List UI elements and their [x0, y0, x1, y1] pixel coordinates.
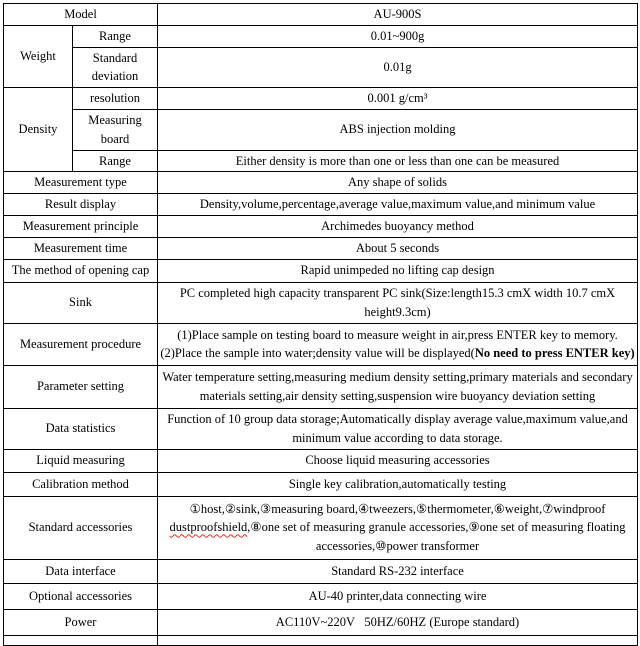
measurement-principle-label: Measurement principle	[4, 216, 158, 238]
density-range-value: Either density is more than one or less than one can be measured	[158, 150, 638, 172]
power-value: AC110V~220V 50HZ/60HZ (Europe standard)	[158, 609, 638, 635]
sink-value: PC completed high capacity transparent PC sink(Size:length15.3 cmX width 10.7 cmX height9.3cm)	[158, 282, 638, 323]
specification-table	[3, 3, 638, 646]
liquid-measuring-row	[4, 449, 638, 472]
weight-range-row	[4, 26, 638, 48]
measurement-type-value: Any shape of solids	[158, 172, 638, 194]
measurement-principle-value: Archimedes buoyancy method	[158, 216, 638, 238]
calibration-method-value: Single key calibration,automatically testing	[158, 472, 638, 496]
procedure-step-2	[160, 344, 635, 363]
data-statistics-label: Data statistics	[4, 408, 158, 449]
measurement-procedure-label: Measurement procedure	[4, 323, 158, 365]
weight-range-label: Range	[73, 26, 158, 48]
procedure-step-2-text: (2)Place the sample into water;density value will be displayed(	[160, 346, 475, 361]
optional-accessories-row	[4, 583, 638, 609]
standard-accessories-row	[4, 496, 638, 559]
density-range-row	[4, 150, 638, 172]
clipped-next-row-value	[158, 635, 638, 645]
measurement-type-row	[4, 172, 638, 194]
optional-accessories-label: Optional accessories	[4, 583, 158, 609]
sink-label: Sink	[4, 282, 158, 323]
data-statistics-value: Function of 10 group data storage;Automatically display average value,maximum value,and minimum value according to data storage.	[158, 408, 638, 449]
optional-accessories-value: AU-40 printer,data connecting wire	[158, 583, 638, 609]
measurement-time-label: Measurement time	[4, 238, 158, 260]
measurement-time-value: About 5 seconds	[158, 238, 638, 260]
accessories-list-part1: ①host,②sink,③measuring board,④tweezers,⑤thermometer,⑥weight,⑦windproof	[189, 501, 606, 516]
accessories-misspelled-word: dustproofshield	[169, 520, 248, 535]
power-label: Power	[4, 609, 158, 635]
weight-stddev-value: 0.01g	[158, 47, 638, 87]
result-display-row	[4, 194, 638, 216]
data-interface-row	[4, 559, 638, 583]
measurement-type-label: Measurement type	[4, 172, 158, 194]
result-display-label: Result display	[4, 194, 158, 216]
model-row	[4, 4, 638, 26]
standard-accessories-value	[158, 496, 638, 559]
density-group-label: Density	[4, 87, 73, 172]
procedure-step-2-bold-note: No need to press ENTER key)	[474, 346, 635, 361]
model-label: Model	[4, 4, 158, 26]
measurement-procedure-value	[158, 323, 638, 365]
opening-cap-row	[4, 259, 638, 282]
weight-group-label: Weight	[4, 26, 73, 88]
clipped-next-row	[4, 635, 638, 645]
sink-row	[4, 282, 638, 323]
calibration-method-label: Calibration method	[4, 472, 158, 496]
liquid-measuring-label: Liquid measuring	[4, 449, 158, 472]
density-board-label: Measuring board	[73, 109, 158, 150]
opening-cap-value: Rapid unimpeded no lifting cap design	[158, 259, 638, 282]
data-statistics-row	[4, 408, 638, 449]
data-interface-label: Data interface	[4, 559, 158, 583]
parameter-setting-value: Water temperature setting,measuring medium density setting,primary materials and secondary materials setting,air density setting,suspension wire buoyancy deviation setting	[158, 365, 638, 408]
standard-accessories-label: Standard accessories	[4, 496, 158, 559]
density-resolution-label: resolution	[73, 87, 158, 109]
calibration-method-row	[4, 472, 638, 496]
clipped-next-row-label	[4, 635, 158, 645]
parameter-setting-row	[4, 365, 638, 408]
density-resolution-value: 0.001 g/cm³	[158, 87, 638, 109]
data-interface-value: Standard RS-232 interface	[158, 559, 638, 583]
measurement-procedure-row	[4, 323, 638, 365]
density-board-value: ABS injection molding	[158, 109, 638, 150]
liquid-measuring-value: Choose liquid measuring accessories	[158, 449, 638, 472]
weight-range-value: 0.01~900g	[158, 26, 638, 48]
accessories-list-part2: ,⑧one set of measuring granule accessories,⑨one set of measuring floating accessories,⑩power transformer	[247, 520, 626, 554]
parameter-setting-label: Parameter setting	[4, 365, 158, 408]
weight-stddev-label: Standard deviation	[73, 47, 158, 87]
result-display-value: Density,volume,percentage,average value,maximum value,and minimum value	[158, 194, 638, 216]
density-range-label: Range	[73, 150, 158, 172]
weight-stddev-row	[4, 47, 638, 87]
opening-cap-label: The method of opening cap	[4, 259, 158, 282]
model-value: AU-900S	[158, 4, 638, 26]
measurement-time-row	[4, 238, 638, 260]
power-row	[4, 609, 638, 635]
measurement-principle-row	[4, 216, 638, 238]
procedure-step-1: (1)Place sample on testing board to measure weight in air,press ENTER key to memory.	[177, 327, 618, 342]
density-resolution-row	[4, 87, 638, 109]
density-board-row	[4, 109, 638, 150]
